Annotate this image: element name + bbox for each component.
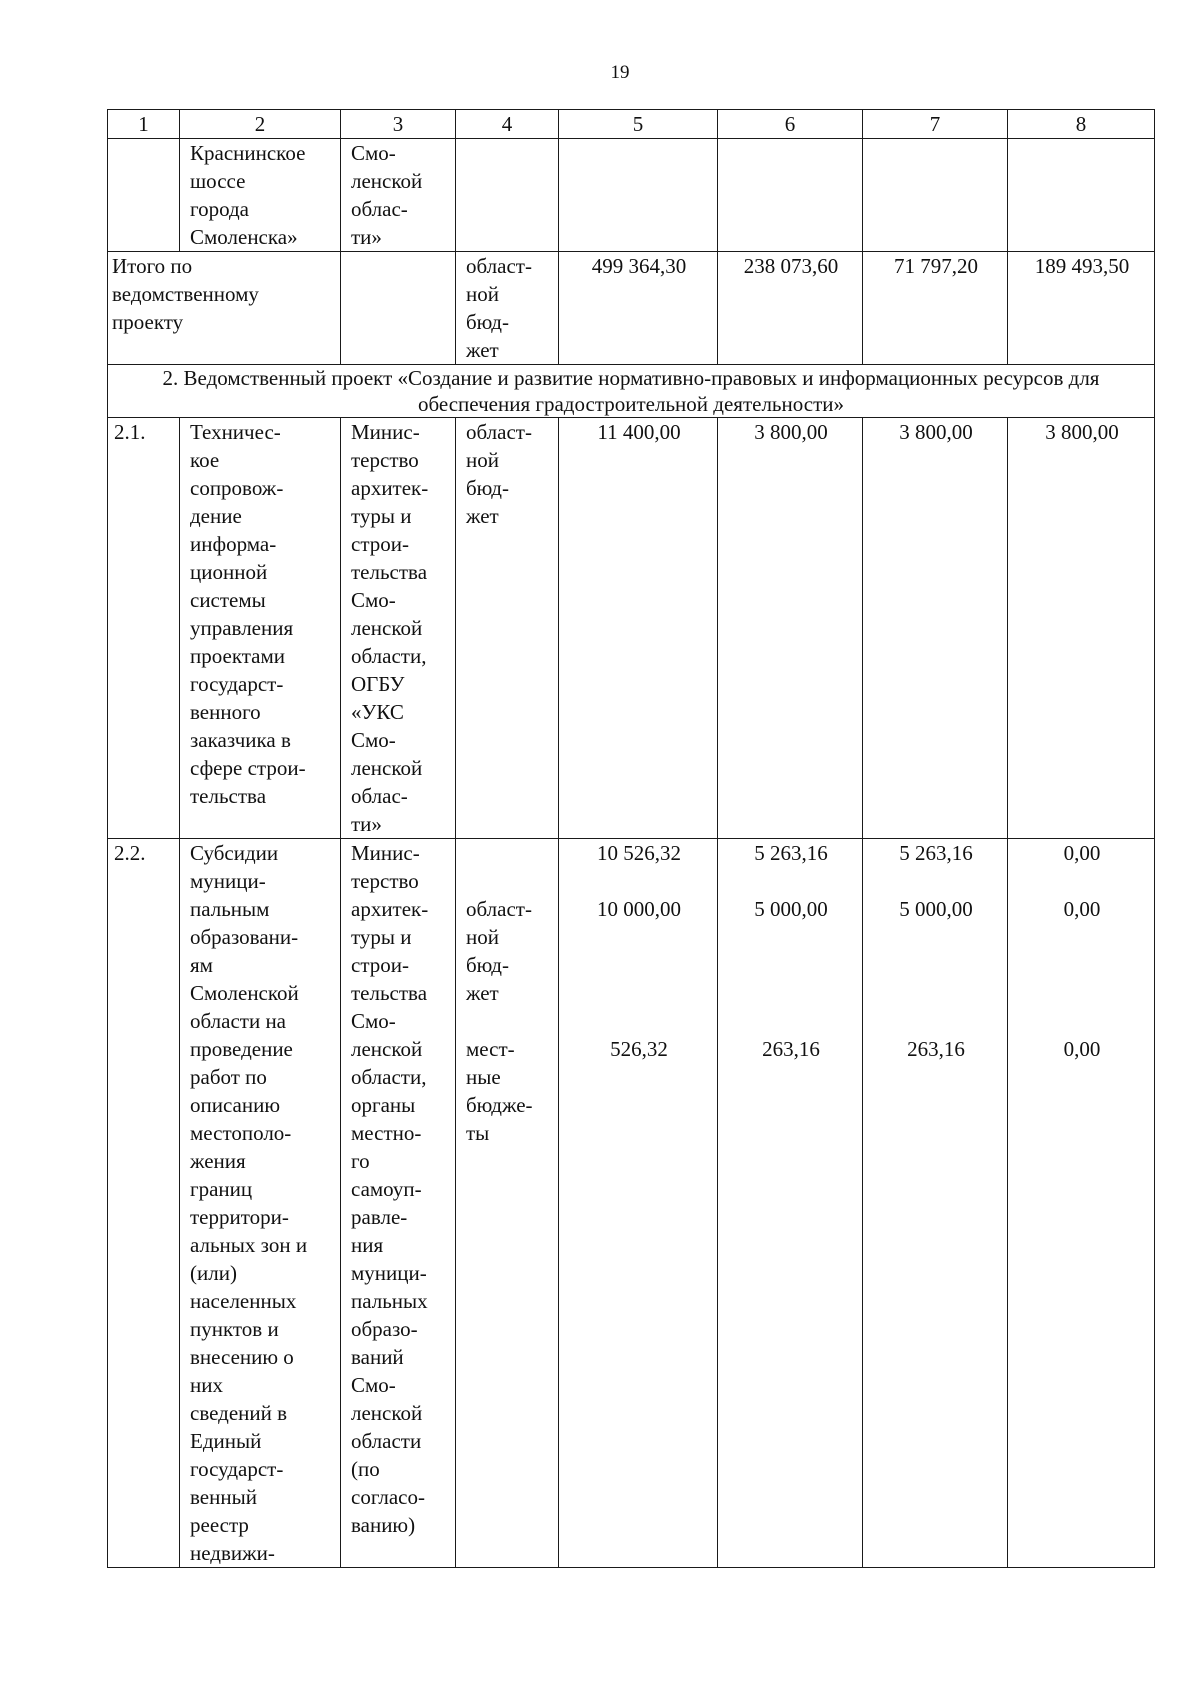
value-regional: 10 000,00 xyxy=(597,897,681,921)
total-label: Итого по ведомственному проекту xyxy=(112,254,259,334)
table-row xyxy=(108,839,1155,1568)
value-regional: 5 000,00 xyxy=(899,897,973,921)
value-total: 0,00 xyxy=(1063,841,1101,865)
source-cell xyxy=(456,139,559,252)
value-cell: 3 800,00 xyxy=(1008,418,1155,839)
source-cell xyxy=(456,252,559,365)
value-cell: 11 400,00 xyxy=(559,418,718,839)
column-header: 3 xyxy=(341,110,456,139)
executor-cell xyxy=(341,839,456,1568)
measure-name: Субсидии муници- пальным образовани- ям Смоленской области на проведение работ по описанию местополо- жения границ территори- альных зон и (или) населенных пунктов и внесению о них сведений в Единый государст- венный реестр недвижи- xyxy=(190,841,308,1565)
total-value: 189 493,50 xyxy=(1008,252,1155,365)
value-cell: 3 800,00 xyxy=(718,418,863,839)
executor-cell xyxy=(341,252,456,365)
value-cell: 3 800,00 xyxy=(863,418,1008,839)
value-local: 263,16 xyxy=(907,1037,965,1061)
column-header: 2 xyxy=(180,110,341,139)
executor-cell xyxy=(341,139,456,252)
value-cell xyxy=(718,839,863,1568)
continuation-row xyxy=(108,139,1155,252)
value-total: 5 263,16 xyxy=(754,841,828,865)
total-value: 71 797,20 xyxy=(863,252,1008,365)
source-cell xyxy=(456,839,559,1568)
total-label-cell xyxy=(108,252,341,365)
column-header: 4 xyxy=(456,110,559,139)
column-header: 5 xyxy=(559,110,718,139)
column-number-row xyxy=(108,110,1155,139)
total-value: 238 073,60 xyxy=(718,252,863,365)
value-cell xyxy=(863,839,1008,1568)
funding-source-regional: област- ной бюд- жет xyxy=(466,897,532,1005)
row-number: 2.1. xyxy=(108,418,180,839)
value-cell xyxy=(1008,839,1155,1568)
value-cell xyxy=(863,139,1008,252)
measure-name-cell xyxy=(180,418,341,839)
total-row xyxy=(108,252,1155,365)
column-header: 7 xyxy=(863,110,1008,139)
value-total: 10 526,32 xyxy=(597,841,681,865)
table-row xyxy=(108,418,1155,839)
section-title: 2. Ведомственный проект «Создание и развитие нормативно-правовых и информационных ресурсов для обеспечения градостроительной деятельности» xyxy=(108,365,1155,418)
measure-name-cell xyxy=(180,139,341,252)
row-number-cell xyxy=(108,139,180,252)
value-regional: 0,00 xyxy=(1063,897,1101,921)
measure-name: Техничес- кое сопровож- дение информа- ционной системы управления проектами государст- венного заказчика в сфере строи- тельства xyxy=(190,420,306,808)
source-cell xyxy=(456,418,559,839)
value-local: 263,16 xyxy=(762,1037,820,1061)
funding-source-local: мест- ные бюдже- ты xyxy=(466,1037,533,1145)
funding-source: област- ной бюд- жет xyxy=(466,254,532,362)
value-total: 5 263,16 xyxy=(899,841,973,865)
row-number: 2.2. xyxy=(108,839,180,1568)
page-number: 19 xyxy=(610,62,630,83)
section-title-row xyxy=(108,365,1155,418)
value-cell xyxy=(559,139,718,252)
executor-cell xyxy=(341,418,456,839)
executor-name: Смо- ленской облас- ти» xyxy=(351,141,423,249)
measure-name: Краснинское шоссе города Смоленска» xyxy=(190,141,306,249)
executor-name: Минис- терство архитек- туры и строи- тельства Смо- ленской области, ОГБУ «УКС Смо- ленской облас- ти» xyxy=(351,420,429,836)
budget-table xyxy=(107,109,1155,1568)
column-header: 8 xyxy=(1008,110,1155,139)
total-value: 499 364,30 xyxy=(559,252,718,365)
column-header: 1 xyxy=(108,110,180,139)
value-cell xyxy=(559,839,718,1568)
funding-source: област- ной бюд- жет xyxy=(466,420,532,528)
value-local: 0,00 xyxy=(1063,1037,1101,1061)
value-cell xyxy=(1008,139,1155,252)
value-regional: 5 000,00 xyxy=(754,897,828,921)
value-local: 526,32 xyxy=(610,1037,668,1061)
measure-name-cell xyxy=(180,839,341,1568)
column-header: 6 xyxy=(718,110,863,139)
executor-name: Минис- терство архитек- туры и строи- тельства Смо- ленской области, органы местно- го самоуп- равле- ния муници- пальных образо- ваний Смо- ленской области (по согласо- ванию) xyxy=(351,841,429,1537)
value-cell xyxy=(718,139,863,252)
